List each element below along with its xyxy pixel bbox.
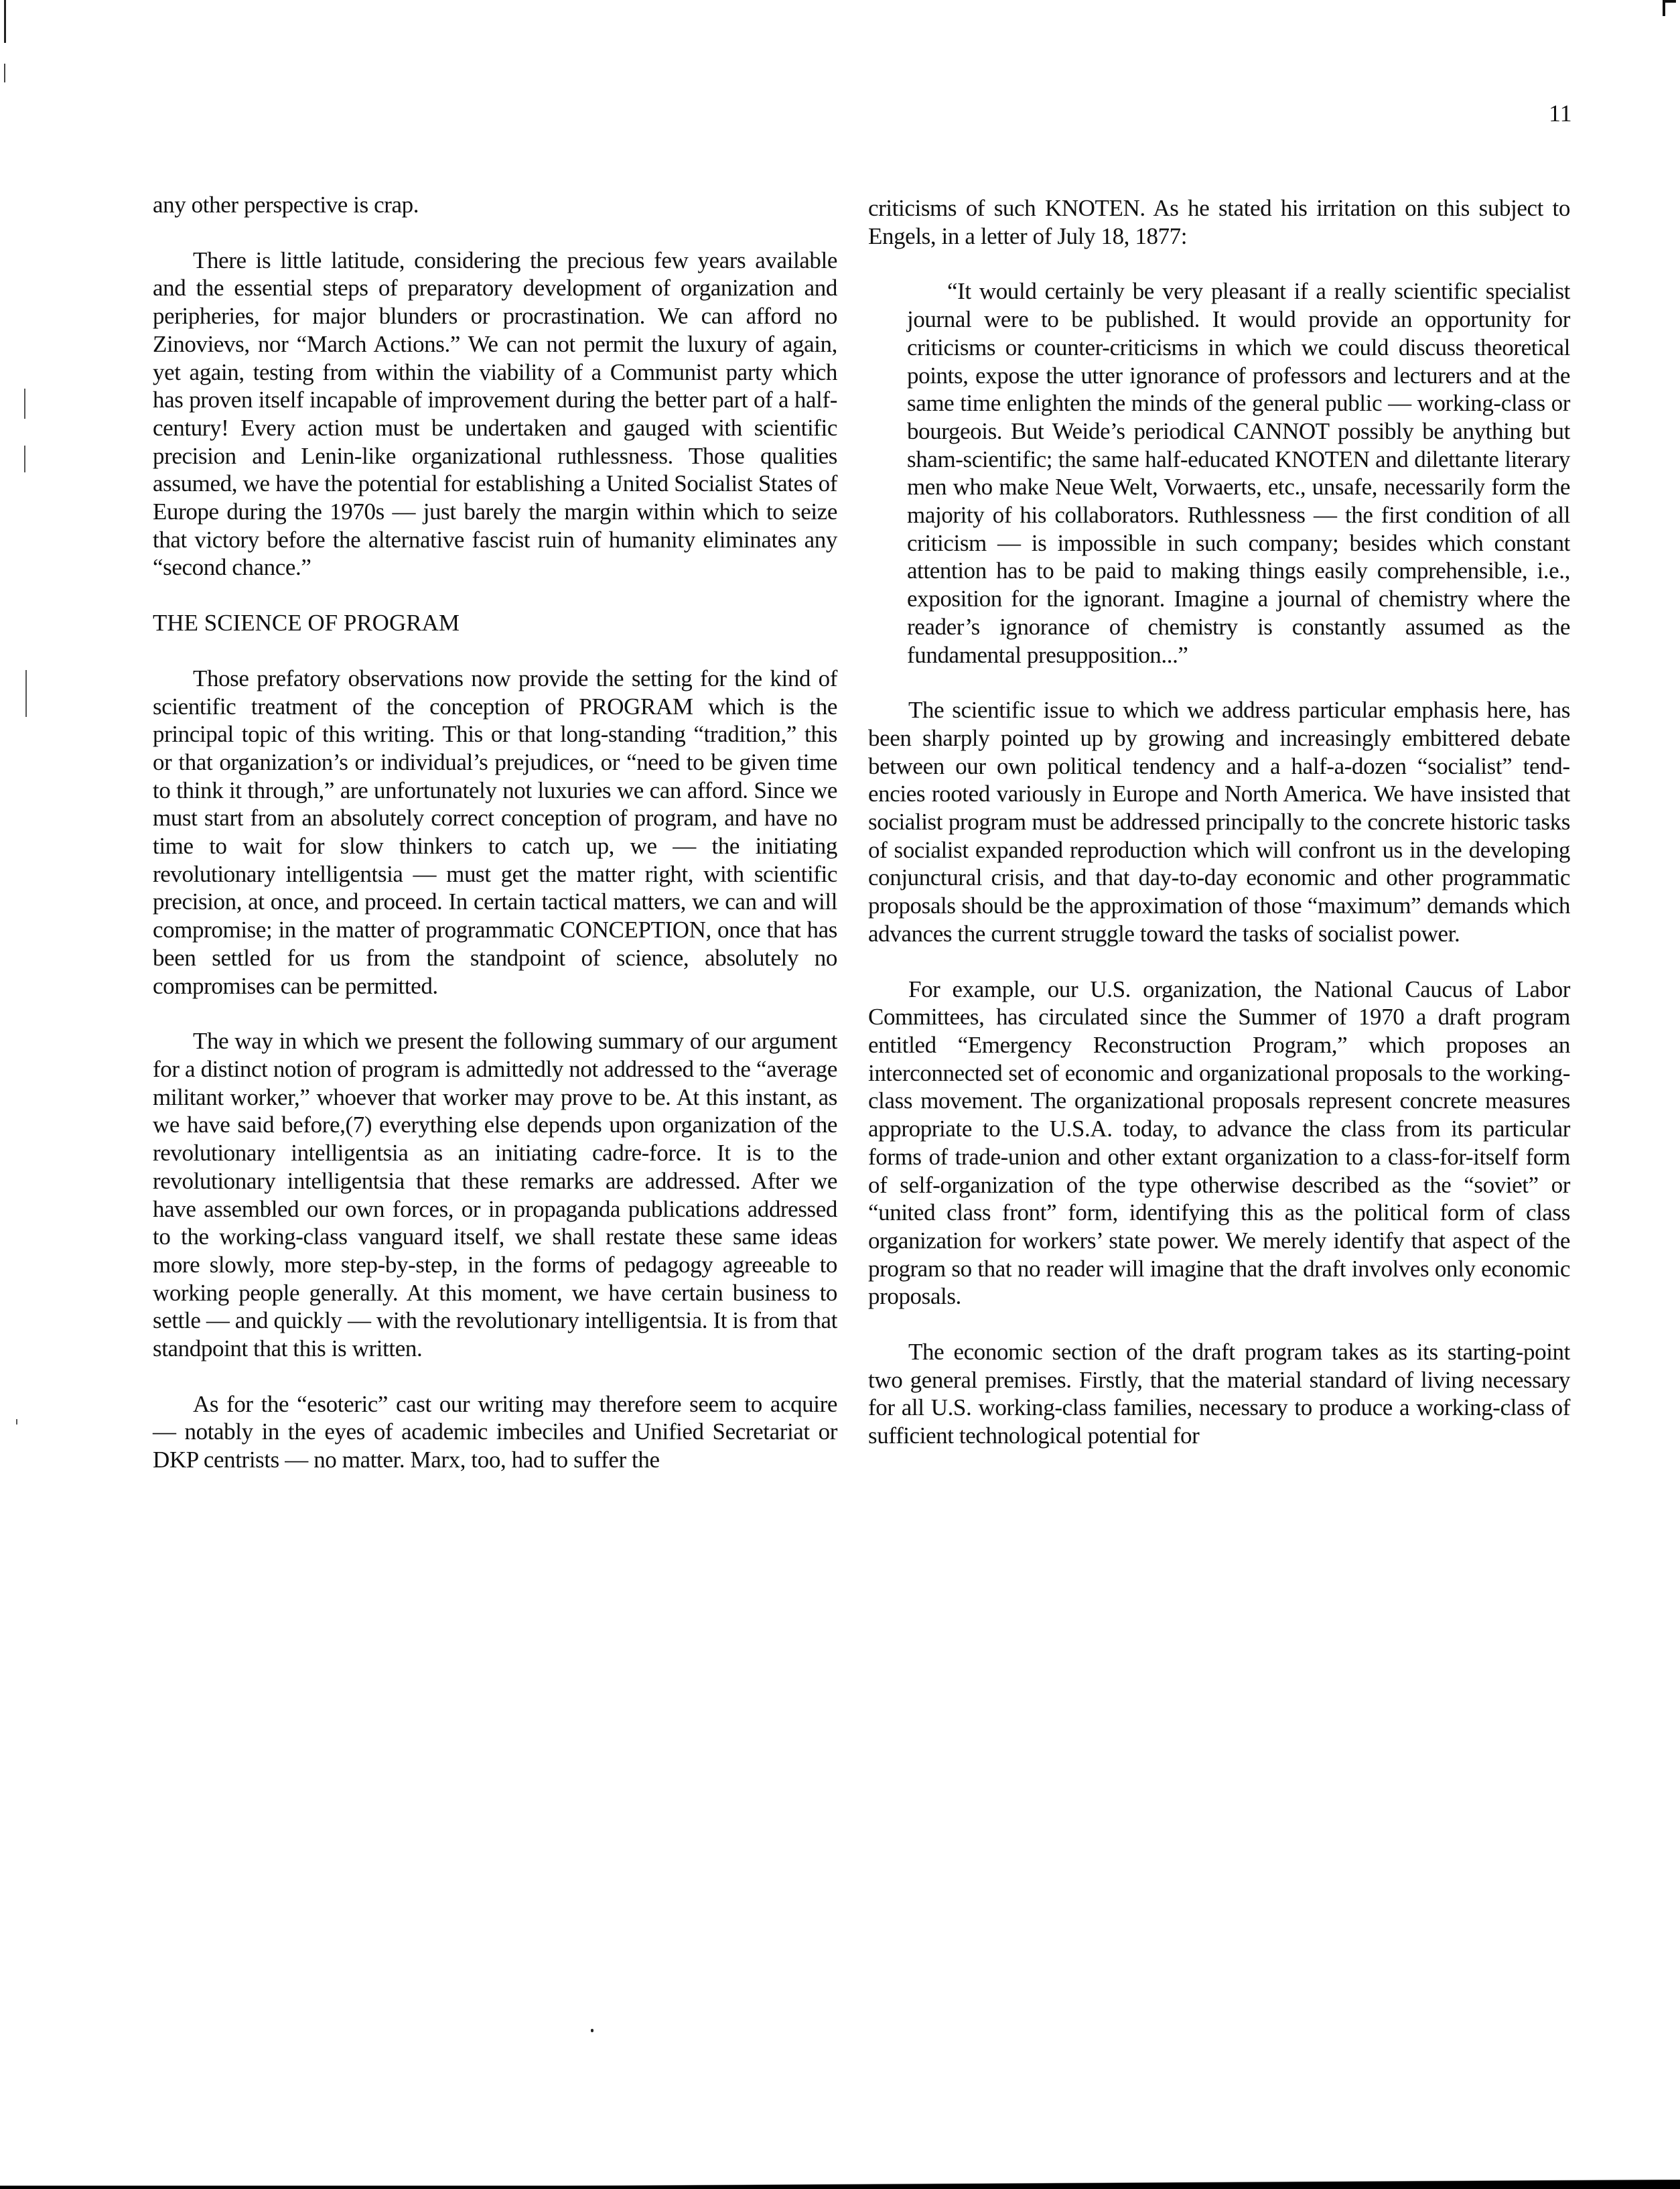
margin-mark	[24, 389, 25, 419]
right-column	[868, 194, 1570, 1477]
stray-ink-dot	[591, 2029, 593, 2032]
scan-edge-mark-top-left	[4, 0, 6, 43]
left-column	[153, 191, 837, 1502]
paragraph-continuation: any other perspective is crap.	[153, 192, 419, 218]
section-heading: THE SCIENCE OF PROGRAM	[153, 610, 460, 637]
paragraph: The scientific issue to which we address particular emphasis here, has been sharply pointed up by growing and increasingly embittered debate between our own political tendency and a half-a-dozen “socialist” tendencies rooted variously in Europe and North America. We have insisted that socialist program must be addressed principally to the concrete historic tasks of socialist expanded reproduction which will confront us in the developing conjunctural crisis, and that day-to-day economic and other programmatic proposals should be the approximation of those “maximum” demands which advances the current struggle toward the tasks of socialist power.	[868, 697, 1570, 947]
paragraph: The way in which we present the following summary of our argument for a distinct notion of program is admittedly not addressed to the “average militant worker,” whoever that worker may prove to be. At this instant, as we have said before,(7) everything else depends upon organization of the revolutionary intelligentsia as an initiating cadre-force. It is to the revolutionary intelligentsia that these remarks are addressed. After we have assembled our own forces, or in propaganda publications addressed to the working-class vanguard itself, we shall restate these same ideas more slowly, more step-by-step, in the forms of pedagogy agreeable to working people generally. At this moment, we have certain business to settle — and quickly — with the revolutionary intelligentsia. It is from that standpoint that this is written.	[153, 1028, 837, 1362]
margin-mark	[16, 1419, 17, 1424]
paragraph: As for the “esoteric” cast our writing may therefore seem to acquire — notably in the eyes of academic imbeciles and Unified Secretariat or DKP centrists — no matter. Marx, too, had to suffer the	[153, 1390, 837, 1473]
scan-edge-mark-left	[4, 64, 5, 82]
paragraph: There is little latitude, considering the precious few years available and the essential steps of preparatory development of organization and peripheries, for major blunders or procrastination. We can afford no Zinovievs, nor “March Actions.” We can not permit the luxury of again, yet again, testing from within the viability of a Communist party which has proven itself incapable of improvement during the better part of a half-century! Every action must be undertaken and gauged with scientific precision and Lenin-like organizational ruthlessness. Those qualities assumed, we have the potential for establishing a United Socialist States of Europe during the 1970s — just barely the margin within which to seize that victory before the alternative fascist ruin of humanity eliminates any “second chance.”	[153, 247, 837, 581]
margin-mark	[24, 446, 25, 472]
margin-mark	[25, 670, 27, 717]
block-quote: “It would certainly be very pleasant if a really scientific specialist journal were to be published. It would provide an opportunity for criticisms or counter-criticisms in which we could discuss theoretical points, expose the utter ignorance of professors and lecturers and at the same time enlighten the minds of the general public — working-class or bourgeois. But Weide’s periodical CANNOT possibly be anything but sham-scientific; the same half-educated KNOTEN and dilettante literary men who make Neue Welt, Vorwaerts, etc., unsafe, necessarily form the majority of his collaborators. Ruthlessness — the first condition of all criticism — is impossible in such company; besides which constant attention has to be paid to making things easily comprehensible, i.e., exposition for the ignorant. Imagine a journal of chemistry where the reader’s ignorance of chemistry is constantly assumed as the fundamental presupposition...”	[907, 278, 1570, 668]
paragraph: For example, our U.S. organization, the National Caucus of Labor Committees, has circulated since the Summer of 1970 a draft program entitled “Emergency Reconstruction Program,” which proposes an interconnected set of economic and organizational proposals to the working-class movement. The organizational proposals represent concrete measures appropriate to the U.S.A. today, to advance the class from its particular forms of trade-union and other extant organization to a class-for-itself form of self-organization of the type otherwise described as the “soviet” or “united class front” form, identifying this as the political form of class organization for workers’ state power. We merely identify that aspect of the program so that no reader will imagine that the draft involves only economic proposals.	[868, 976, 1570, 1310]
paragraph-continuation: criticisms of such KNOTEN. As he stated his irritation on this subject to Engels, in a letter of July 18, 1877:	[868, 195, 1570, 249]
paragraph: The economic section of the draft program takes as its starting-point two general premises. Firstly, that the material standard of living necessary for all U.S. working-class families, necessary to produce a working-class of sufficient technological potential for	[868, 1339, 1570, 1449]
scan-edge-mark-top-right-bar	[1663, 0, 1676, 3]
scan-bottom-edge-solid	[0, 2186, 1680, 2189]
page-number: 11	[1549, 100, 1572, 127]
paragraph: Those prefatory observations now provide the setting for the kind of scientific treatment of the conception of PROGRAM which is the principal topic of this writing. This or that long-standing “tradition,” this or that organization’s or individual’s prejudices, or “need to be given time to think it through,” are unfortunately not luxuries we can afford. Since we must start from an absolutely correct conception of program, and have no time to wait for slow thinkers to catch up, we — the initiating revolutionary intelligentsia — must get the matter right, with scientific precision, at once, and proceed. In certain tactical matters, we can and will compromise; in the matter of programmatic CONCEPTION, once that has been settled for us from the standpoint of science, absolutely no compromises can be permitted.	[153, 665, 837, 999]
